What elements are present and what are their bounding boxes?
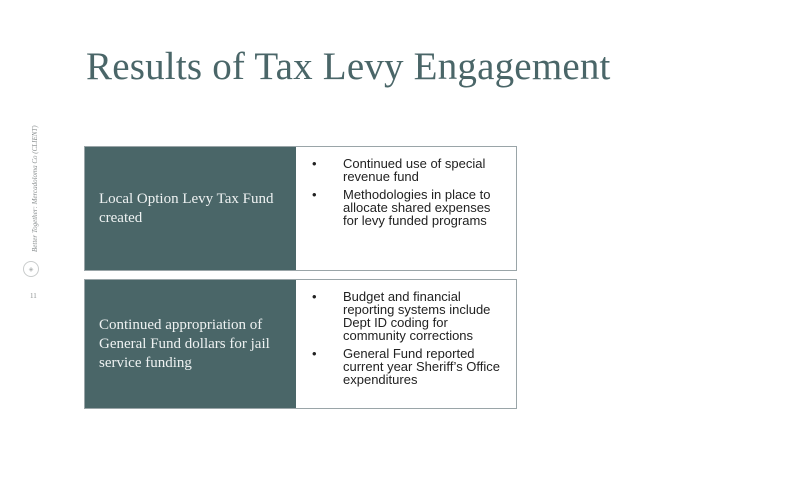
logo-icon: ◈ [23, 261, 39, 277]
bullet-icon: • [312, 346, 317, 361]
row-heading: Local Option Levy Tax Fund created [85, 147, 296, 270]
list-item [308, 188, 502, 227]
list-item [308, 290, 502, 342]
side-footer-text: Better Together: Mercadoloma Co (CLIENT) [31, 125, 39, 252]
bullet-text: Continued use of special revenue fund [343, 156, 486, 184]
page-number: 11 [30, 292, 37, 300]
row-heading: Continued appropriation of General Fund dollars for jail service funding [85, 280, 296, 408]
bullet-icon: • [312, 187, 317, 202]
table-row [84, 279, 517, 409]
bullet-text: Budget and financial reporting systems include Dept ID coding for community corrections [343, 289, 491, 343]
slide-title: Results of Tax Levy Engagement [86, 45, 611, 88]
table-row [84, 146, 517, 271]
row-bullets [296, 147, 516, 270]
bullet-icon: • [312, 156, 317, 171]
bullet-text: Methodologies in place to allocate shared expenses for levy funded programs [343, 187, 491, 228]
list-item [308, 157, 502, 183]
row-bullets [296, 280, 516, 408]
bullet-text: General Fund reported current year Sheriff’s Office expenditures [343, 346, 501, 387]
list-item [308, 347, 502, 386]
bullet-icon: • [312, 289, 317, 304]
